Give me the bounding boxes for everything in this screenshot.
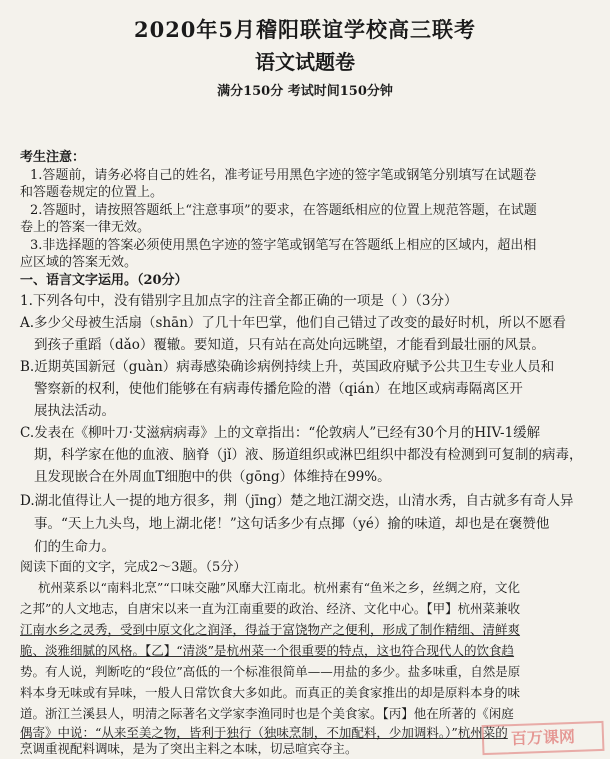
reading-intro: 阅读下面的文字，完成2～3题。（5分）: [20, 560, 247, 575]
watermark-stamp: 百万课网: [482, 721, 605, 755]
option-a: A.多少父母被生活扇（shān）了几十年巴掌，他们自己错过了改变的最好时机，所以不愿看: [20, 315, 566, 331]
passage-line: 料本身无味或有异味，一般人日常饮食大多如此。而真正的美食家推出的却是原料本身的味: [20, 685, 521, 700]
option-c: C.发表在《柳叶刀·艾滋病病毒》上的文章指出：“伦敦病人”已经有30个月的HIV-1缓解: [20, 425, 541, 441]
option-d-cont: 们的生命力。: [34, 539, 115, 555]
option-c-cont: 且发现嵌合在外周血T细胞中的供（gōng）体维持在99%。: [34, 469, 391, 485]
notice-line: 卷上的答案一律无效。: [20, 220, 151, 235]
notice-line: 应区域的答案无效。: [20, 255, 138, 270]
option-d-cont: 事。“天上九头鸟，地上湖北佬！”这句话多少有点揶（yé）揄的味道，却也是在褒赞他: [34, 516, 550, 532]
option-b-cont: 警察新的权利，使他们能够在有病毒传播危险的潜（qián）在地区或病毒隔离区开: [34, 381, 523, 397]
notice-line: 2.答题时，请按照答题纸上“注意事项”的要求，在答题纸相应的位置上规范答题，在试题: [30, 203, 537, 218]
notice-line: 3.非选择题的答案必须使用黑色字迹的签字笔或钢笔写在答题纸上相应的区域内，超出相: [30, 238, 537, 253]
passage-line-underlined: 脆、淡雅细腻的风格。【乙】“清淡”是杭州菜一个很重要的特点，这也符合现代人的饮食趋: [20, 643, 515, 658]
option-d: D.湖北值得让人一提的地方很多，荆（jīng）楚之地江湖交迭，山清水秀，自古就多有奇人异: [20, 493, 574, 509]
option-a-cont: 到孩子重蹈（dǎo）覆辙。要知道，只有站在高处向远眺望，才能看到最壮丽的风景。: [34, 337, 545, 353]
passage-line: 道。浙江兰溪县人，明清之际著名文学家李渔同时也是个美食家。【丙】他在所著的《闲庭: [20, 706, 514, 721]
passage-line-underlined: 江南水乡之灵秀，受到中原文化之润泽，得益于富饶物产之便利，形成了制作精细、清鲜爽: [20, 622, 521, 637]
option-b: B.近期英国新冠（guàn）病毒感染确诊病例持续上升，英国政府赋予公共卫生专业人员和: [20, 359, 555, 375]
passage-line: 之邦”的人文地志，自唐宋以来一直为江南重要的政治、经济、文化中心。【甲】杭州菜兼收: [20, 601, 521, 616]
passage-line: 杭州菜系以“南料北烹”“口味交融”风靡大江南北。杭州素有“鱼米之乡，丝绸之府，文化: [38, 580, 520, 595]
passage-line-underlined: 偶寄》中说：“从来至美之物，皆利于独行（独味烹制，不加配料，少加调料。）”杭州菜的: [20, 725, 508, 740]
exam-title: 2020年5月稽阳联谊学校高三联考: [133, 17, 477, 42]
question-1-stem: 1.下列各句中，没有错别字且加点字的注音全都正确的一项是（ ）（3分）: [20, 293, 458, 309]
exam-subtitle: 语文试题卷: [255, 50, 355, 74]
notice-heading: 考生注意：: [20, 150, 86, 165]
exam-meta: 满分150分 考试时间150分钟: [217, 84, 393, 99]
passage-line: 势。有人说，判断吃的“段位”高低的一个标准很简单——用盐的多少。盐多味重，自然是原: [20, 664, 521, 679]
option-b-cont: 展执法活动。: [34, 403, 115, 419]
notice-line: 1.答题前，请务必将自己的姓名，准考证号用黑色字迹的签字笔或钢笔分别填写在试题卷: [30, 168, 537, 183]
notice-line: 和答题卷规定的位置上。: [20, 185, 164, 200]
option-c-cont: 期，科学家在他的血液、脑脊（jǐ）液、肠道组织或淋巴组织中都没有检测到可复制的病毒，: [34, 447, 583, 463]
passage-line: 烹调重视配料调味，是为了突出主料之本味，切忌喧宾夺主。: [20, 741, 358, 756]
section-heading: 一、语言文字运用。（20分）: [20, 273, 188, 288]
